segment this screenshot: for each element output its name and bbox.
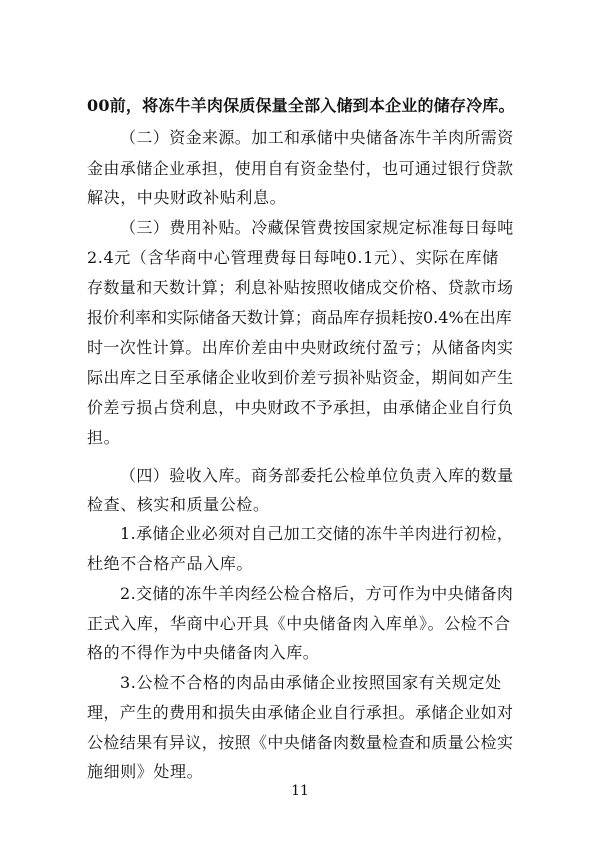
- body-line: 报价利率和实际储备天数计算；商品库存损耗按0.4%在出库: [87, 308, 512, 327]
- body-line: 价差亏损占贷利息，中央财政不予承担，由承储企业自行负: [87, 398, 514, 417]
- body-line: 1.承储企业必须对自己加工交储的冻牛羊肉进行初检，: [120, 524, 514, 543]
- body-line: 2.交储的冻牛羊肉经公检合格后，方可作为中央储备肉: [120, 584, 514, 603]
- body-line: 检查、核实和质量公检。: [87, 495, 270, 514]
- body-line: 际出库之日至承储企业收到价差亏损补贴资金，期间如产生: [87, 368, 514, 387]
- body-line: 理，产生的费用和损失由承储企业自行承担。承储企业如对: [87, 703, 514, 722]
- body-line: （四）验收入库。商务部委托公检单位负责入库的数量: [120, 466, 514, 485]
- body-line: 存数量和天数计算；利息补贴按照收储成交价格、贷款市场: [87, 278, 514, 297]
- body-line: 2.4元（含华商中心管理费每日每吨0.1元）、实际在库储: [87, 248, 499, 267]
- body-line: 3.公检不合格的肉品由承储企业按照国家有关规定处: [120, 673, 502, 692]
- page-number: 11: [291, 783, 309, 799]
- body-line: 杜绝不合格产品入库。: [87, 554, 254, 573]
- body-line: 00前，将冻牛羊肉保质保量全部入储到本企业的储存冷库。: [87, 96, 515, 115]
- body-line: 公检结果有异议，按照《中央储备肉数量检查和质量公检实: [87, 733, 514, 752]
- body-line: 担。: [87, 428, 121, 447]
- body-line: （二）资金来源。加工和承储中央储备冻牛羊肉所需资: [120, 128, 514, 147]
- body-line: 解决，中央财政补贴利息。: [87, 188, 287, 207]
- body-line: （三）费用补贴。冷藏保管费按国家规定标准每日每吨: [120, 218, 514, 237]
- body-line: 正式入库，华商中心开具《中央储备肉入库单》。公检不合: [87, 614, 511, 633]
- body-line: 金由承储企业承担，使用自有资金垫付，也可通过银行贷款: [87, 159, 514, 178]
- body-line: 施细则》处理。: [87, 762, 204, 781]
- body-line: 时一次性计算。出库价差由中央财政统付盈亏；从储备肉实: [87, 338, 514, 357]
- body-line: 格的不得作为中央储备肉入库。: [87, 643, 320, 662]
